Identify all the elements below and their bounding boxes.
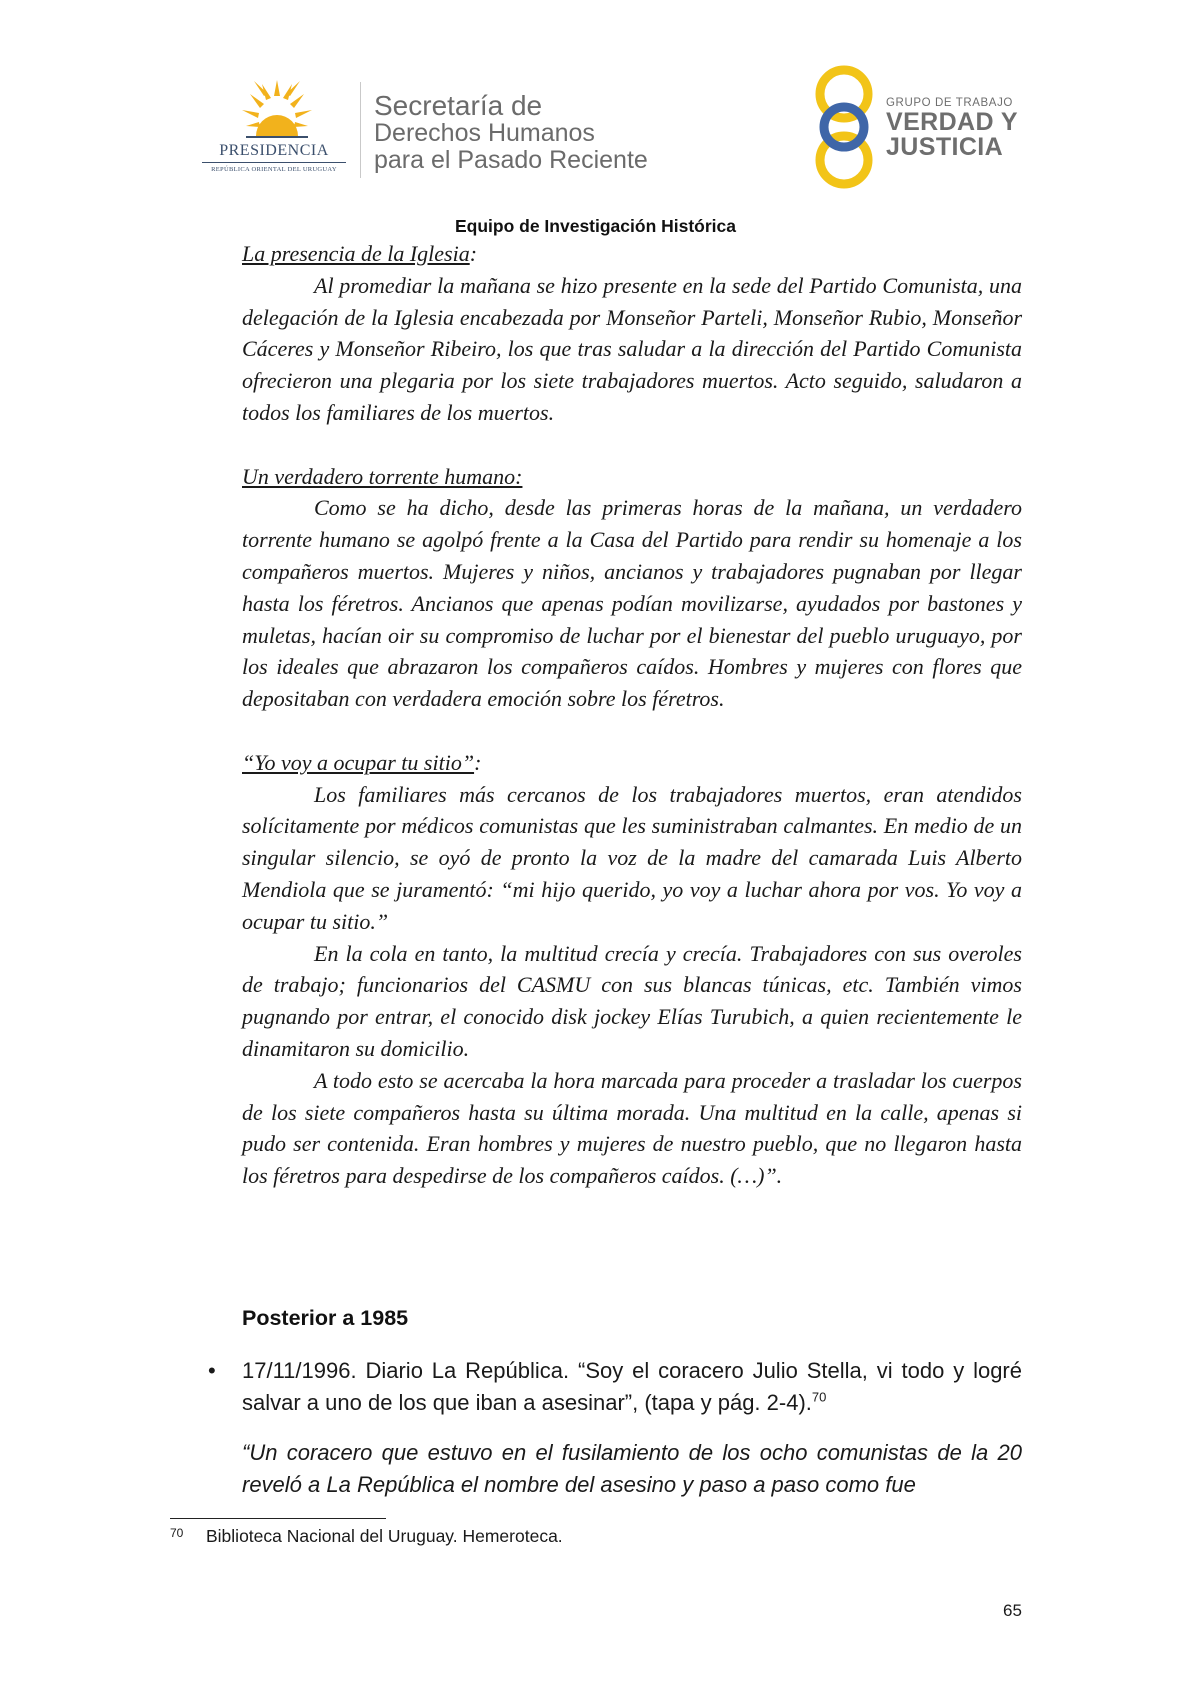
footnote-number: 70 (170, 1526, 184, 1540)
section-heading-text: “Yo voy a ocupar tu sitio” (242, 749, 475, 775)
section-heading (242, 747, 1022, 779)
paragraph: Al promediar la mañana se hizo presente en la sede del Partido Comunista, una delegación de la Iglesia encabezada por Monseñor Parteli, Monseñor Rubio, Monseñor Cáceres y Monseñor Ribeiro, los que tras saludar a la dirección del Partido Comunista ofrecieron una plegaria por los siete trabajadores muertos. Acto seguido, saludaron a todos los familiares de los muertos. (242, 272, 1022, 425)
gvj-line-1: GRUPO DE TRABAJO (886, 97, 1013, 109)
rings-icon (812, 64, 876, 190)
presidencia-title: PRESIDENCIA (219, 142, 329, 159)
list-item-text (242, 1355, 1022, 1419)
paragraph-gap (242, 429, 1022, 461)
header-divider (360, 82, 361, 178)
heading-colon: : (474, 749, 482, 775)
presidencia-rule (202, 162, 346, 163)
gvj-line-2: VERDAD Y (886, 108, 1018, 136)
footnote-text: Biblioteca Nacional del Uruguay. Hemeroteca. (206, 1526, 563, 1546)
paragraph: Los familiares más cercanos de los trabajadores muertos, eran atendidos solícitamente por médicos comunistas que les suministraban calmantes. En medio de un singular silencio, se oyó de pronto la voz de la madre del camarada Luis Alberto Mendiola que se juramentó: “mi hijo querido, yo voy a luchar ahora por vos. Yo voy a ocupar tu sitio.” (242, 781, 1022, 934)
presidencia-logo (198, 80, 350, 180)
footnote-reference: 70 (811, 1389, 827, 1405)
secretaria-logo-text (374, 92, 648, 174)
page-number: 65 (1003, 1601, 1022, 1620)
page-header (0, 0, 1191, 215)
verdad-justicia-text (886, 96, 1018, 160)
quote-text: “Un coracero que estuvo en el fusilamiento de los ocho comunistas de la 20 reveló a La República el nombre del asesino y paso a paso como fue (242, 1440, 1022, 1497)
footnote-divider (170, 1518, 386, 1519)
verdad-justicia-logo (812, 64, 1022, 190)
paragraph: En la cola en tanto, la multitud crecía y crecía. Trabajadores con sus overoles de trabajo; funcionarios del CASMU con sus blancas túnicas, etc. También vimos pugnando por entrar, el conocido disk jockey Elías Turubich, a quien recientemente le dinamitaron su domicilio. (242, 940, 1022, 1061)
secretaria-line-1: Secretaría de (374, 90, 543, 121)
gvj-line-3: JUSTICIA (886, 133, 1004, 161)
section-heading-text: Un verdadero torrente humano: (242, 463, 523, 489)
posterior-heading: Posterior a 1985 (242, 1306, 409, 1330)
paragraph: Como se ha dicho, desde las primeras horas de la mañana, un verdadero torrente humano se agolpó frente a la Casa del Partido para rendir su homenaje a los compañeros muertos. Mujeres y niños, ancianos y trabajadores pugnaban por llegar hasta los féretros. Ancianos que apenas podían movilizarse, ayudados por bastones y muletas, hacían oir su compromiso de luchar por el bienestar del pueblo uruguayo, por los ideales que abrazaron los compañeros caídos. Hombres y mujeres con flores que depositaban con verdadera emoción sobre los féretros. (242, 495, 1022, 712)
secretaria-line-3: para el Pasado Reciente (374, 146, 648, 174)
secretaria-line-2: Derechos Humanos (374, 119, 595, 147)
section-heading (242, 238, 1022, 270)
paragraph-gap (242, 715, 1022, 747)
team-title: Equipo de Investigación Histórica (454, 216, 737, 236)
paragraph: A todo esto se acercaba la hora marcada para proceder a trasladar los cuerpos de los siete compañeros hasta su última morada. Una multitud en la calle, apenas si pudo ser contenida. Eran hombres y mujeres de nuestro pueblo, que no llegaron hasta los féretros para despedirse de los compañeros caídos. (…)”. (242, 1067, 1022, 1189)
bullet-content: 17/11/1996. Diario La República. “Soy el coracero Julio Stella, vi todo y logré salvar a uno de los que iban a asesinar”, (tapa y pág. 2-4). (242, 1358, 1022, 1415)
presidencia-subtitle: REPÚBLICA ORIENTAL DEL URUGUAY (211, 166, 337, 173)
section-heading-text: La presencia de la Iglesia (242, 241, 470, 266)
section-heading (242, 461, 1022, 493)
document-body (242, 238, 1022, 1192)
sun-icon (242, 80, 312, 142)
heading-colon: : (469, 241, 478, 266)
bullet-icon: • (208, 1358, 216, 1383)
